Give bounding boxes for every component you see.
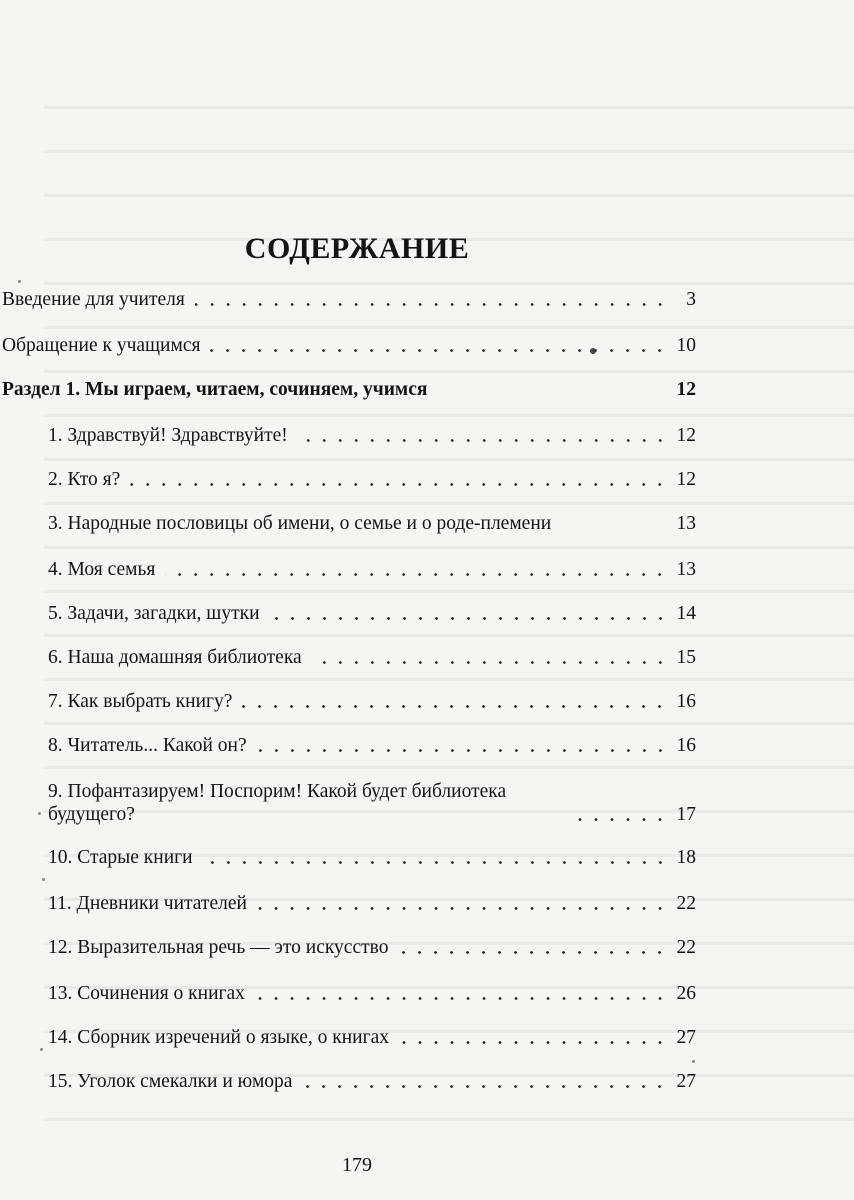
leader-dots [257,907,668,910]
toc-entry-label: 6. Наша домашняя библиотека [48,647,302,668]
toc-entry-wrapped [48,780,696,826]
toc-entry-page: 12 [676,379,696,400]
toc-entry [48,690,696,713]
toc-entry-page: 3 [686,289,696,310]
toc-entry-page: 13 [676,559,696,580]
toc-entry [48,734,696,757]
toc-section-entry [2,378,696,401]
leader-dots [398,951,668,954]
toc-entry-label: 5. Задачи, загадки, шутки [48,603,260,624]
toc-entry-page: 10 [676,335,696,356]
toc-entry [48,424,696,447]
toc-entry-label: 13. Сочинения о книгах [48,983,245,1004]
toc-entry-label: 7. Как выбрать книгу? [48,691,233,712]
toc-entry-label: Обращение к учащимся [2,335,201,356]
print-speck [38,812,41,815]
toc-entry-label: 9. Пофантазируем! Поспорим! Какой будет библиотека будущего? [48,781,507,825]
toc-entry-label: 15. Уголок смекалки и юмора [48,1071,293,1092]
toc-entry-label: 10. Старые книги [48,847,193,868]
print-speck [692,1060,695,1063]
leader-dots [399,1041,668,1044]
toc-entry-label: 8. Читатель... Какой он? [48,735,247,756]
leader-space [437,393,668,396]
toc-entry-label: Введение для учителя [2,289,185,310]
toc-entry-label: Раздел 1. Мы играем, читаем, сочиняем, учимся [2,379,428,400]
leader-dots [312,661,668,664]
toc-entry-page: 18 [676,847,696,868]
toc-entry [48,936,696,959]
toc-entry [48,512,696,535]
leader-dots [578,818,668,821]
leader-dots [302,1085,668,1088]
toc-entry [2,288,696,311]
toc-entry-page: 27 [676,1071,696,1092]
leader-dots [130,483,668,486]
toc-entry-label: 2. Кто я? [48,469,121,490]
toc-entry-page: 12 [676,469,696,490]
leader-dots [255,997,668,1000]
toc-entry-page: 15 [676,647,696,668]
toc-entry [48,646,696,669]
leader-dots [257,749,668,752]
toc-entry-label: 14. Сборник изречений о языке, о книгах [48,1027,390,1048]
toc-entry-page: 22 [676,937,696,958]
toc-entry-page: 16 [676,691,696,712]
toc-entry-label: 12. Выразительная речь — это искусство [48,937,389,958]
toc-entry-label: 11. Дневники читателей [48,893,247,914]
toc-entry-page: 22 [676,893,696,914]
toc-entry [48,982,696,1005]
toc-entry [48,846,696,869]
leader-dots [203,861,668,864]
page-number: 179 [342,1154,372,1176]
toc-entry [48,558,696,581]
print-speck [42,878,45,881]
toc-entry-page: 14 [676,603,696,624]
toc-entry-page: 27 [676,1027,696,1048]
leader-dots [210,349,668,352]
toc-entry-page: 12 [676,425,696,446]
toc-entry-label: 1. Здравствуй! Здравствуйте! [48,425,288,446]
toc-entry-page: 26 [676,983,696,1004]
toc-entry [48,602,696,625]
toc-entry-page: 16 [676,735,696,756]
leader-dots [298,439,668,442]
toc-entry [48,1070,696,1093]
leader-space [555,527,668,530]
page-title: СОДЕРЖАНИЕ [244,232,470,265]
leader-dots [270,617,668,620]
print-speck [40,1048,43,1051]
print-speck [590,348,596,354]
toc-entry [48,468,696,491]
toc-entry [48,892,696,915]
toc-entry-label: 4. Моя семья [48,559,156,580]
toc-entry-page: 13 [676,513,696,534]
toc-entry-label: 3. Народные пословицы об имени, о семье и о роде-племени [48,513,552,534]
leader-dots [242,705,668,708]
toc-entry [48,1026,696,1049]
leader-dots [195,303,668,306]
leader-dots [165,573,668,576]
toc-entry-page: 17 [676,804,696,825]
print-speck [18,280,21,283]
